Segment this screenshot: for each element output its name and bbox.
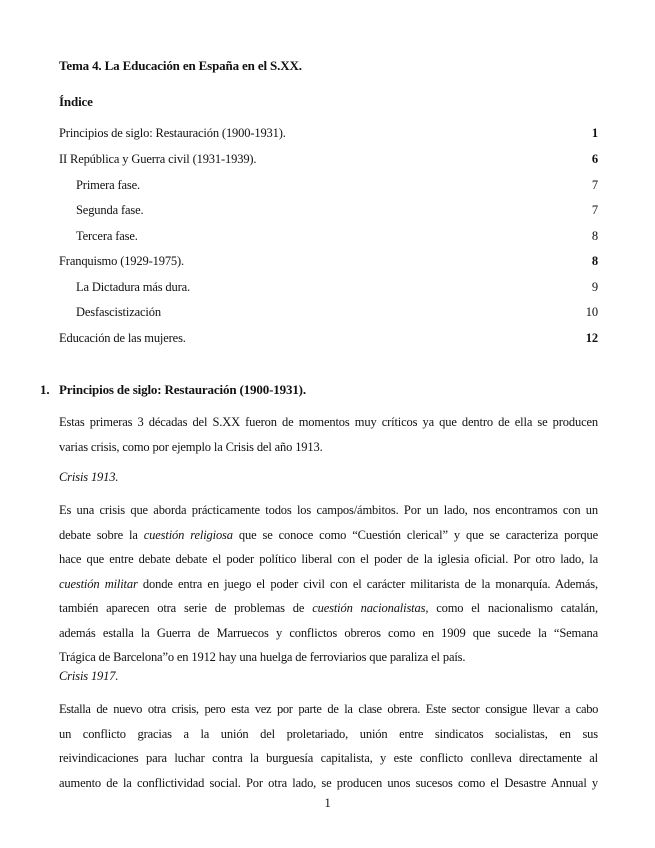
paragraph-line: reivindicaciones para luchar contra la burguesía capitalista, y este conflicto conlleva directamente al <box>59 751 598 765</box>
section-title: Principios de siglo: Restauración (1900-1931). <box>59 382 306 397</box>
toc-entry-page: 12 <box>585 331 598 345</box>
paragraph-line: además estalla la Guerra de Marruecos y conflictos obreros como en 1909 que sucede la “Semana <box>59 625 598 640</box>
paragraph-line: debate sobre la cuestión religiosa que se conoce como “Cuestión clerical” y que se caracteriza porque <box>59 527 598 542</box>
toc-entry-page: 6 <box>591 152 598 166</box>
toc-entry-mujeres[interactable] <box>59 331 598 349</box>
section-heading <box>40 382 306 398</box>
paragraph-line: hace que entre debate debate el poder político liberal con el poder de la iglesia oficial. Por otro lado, la <box>59 552 598 566</box>
toc-entry-page: 1 <box>591 126 598 140</box>
toc-entry-page: 9 <box>591 280 598 294</box>
paragraph-line: también aparecen otra serie de problemas de cuestión nacionalistas, como el nacionalismo catalán, <box>59 601 598 615</box>
toc-entry-label: Tercera fase. <box>76 229 138 243</box>
toc-entry-label: Desfascistización <box>76 305 161 319</box>
toc-entry-label: La Dictadura más dura. <box>76 280 191 294</box>
toc-entry-page: 10 <box>585 305 598 319</box>
toc-entry-segunda-fase[interactable] <box>76 203 598 221</box>
toc-heading: Índice <box>59 94 93 109</box>
toc-entry-label: II República y Guerra civil (1931-1939). <box>59 152 257 166</box>
paragraph-line: varias crisis, como por ejemplo la Crisis del año 1913. <box>59 439 323 454</box>
crisis-1917-heading: Crisis 1917. <box>59 669 119 683</box>
crisis-1913-paragraph <box>59 498 598 670</box>
crisis-1917-paragraph <box>59 697 598 795</box>
toc-entry-page: 7 <box>591 178 598 192</box>
paragraph-line: Es una crisis que aborda prácticamente todos los campos/ámbitos. Por un lado, nos encontramos con un <box>59 503 598 517</box>
toc-entry-republica[interactable] <box>59 152 598 170</box>
toc-entry-page: 8 <box>591 229 598 243</box>
crisis-1913-heading: Crisis 1913. <box>59 470 119 484</box>
intro-paragraph <box>59 410 598 459</box>
toc-entry-dictadura[interactable] <box>76 280 598 298</box>
toc-entry-restauracion[interactable] <box>59 126 598 144</box>
toc-entry-primera-fase[interactable] <box>76 178 598 196</box>
toc-entry-franquismo[interactable] <box>59 254 598 272</box>
section-number: 1. <box>40 382 50 397</box>
emphasis-text: cuestión nacionalistas <box>312 601 426 615</box>
toc-entry-desfascistizacion[interactable] <box>76 305 598 323</box>
paragraph-line: Estas primeras 3 décadas del S.XX fueron de momentos muy críticos ya que dentro de ella se producen <box>59 415 598 429</box>
paragraph-line: Trágica de Barcelona”o en 1912 hay una huelga de ferroviarios que paraliza el país. <box>59 650 466 664</box>
toc-entry-page: 8 <box>591 254 598 268</box>
toc-entry-label: Segunda fase. <box>76 203 144 217</box>
toc-entry-page: 7 <box>591 203 598 217</box>
page-number: 1 <box>324 796 331 810</box>
paragraph-line: cuestión militar donde entra en juego el poder civil con el carácter militarista de la monarquía. Además, <box>59 576 598 591</box>
toc-entry-label: Educación de las mujeres. <box>59 331 186 345</box>
emphasis-text: cuestión militar <box>59 576 138 591</box>
toc-entry-label: Franquismo (1929-1975). <box>59 254 185 268</box>
toc-entry-tercera-fase[interactable] <box>76 229 598 247</box>
toc-entry-label: Primera fase. <box>76 178 140 192</box>
paragraph-line: aumento de la conflictividad social. Por otra lado, se producen unos sucesos como el Desastre Annual y <box>59 775 598 790</box>
paragraph-line: un conflicto gracias a la unión del proletariado, unión entre sindicatos socialistas, en sus <box>59 726 598 741</box>
emphasis-text: cuestión religiosa <box>143 527 233 542</box>
document-title: Tema 4. La Educación en España en el S.XX. <box>59 58 302 73</box>
toc-entry-label: Principios de siglo: Restauración (1900-1931). <box>59 126 286 140</box>
paragraph-line: Estalla de nuevo otra crisis, pero esta vez por parte de la clase obrera. Este sector consigue llevar a cabo <box>59 702 598 716</box>
